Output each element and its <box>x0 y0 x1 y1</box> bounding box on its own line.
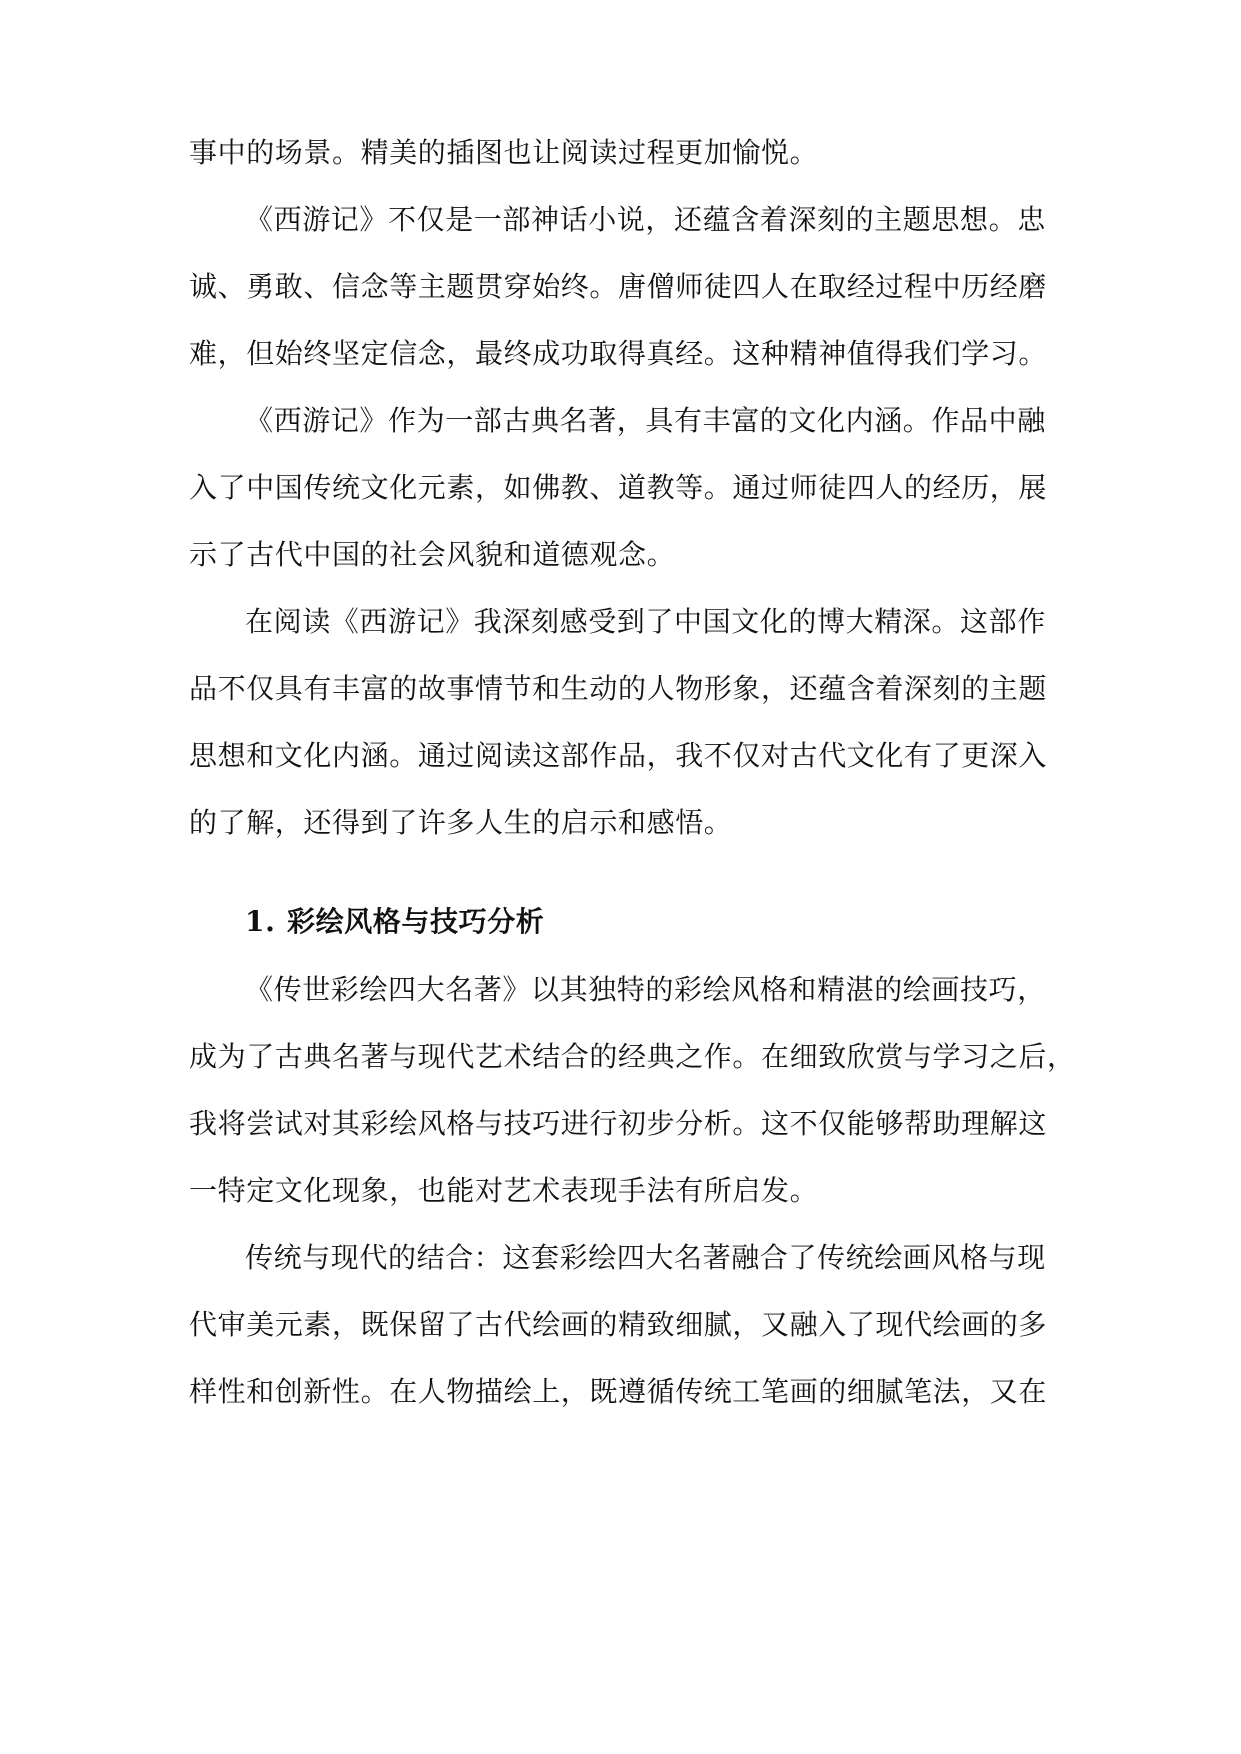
section-heading <box>245 902 544 942</box>
paragraph-line: 诚、勇敢、信念等主题贯穿始终。唐僧师徒四人在取经过程中历经磨 <box>189 270 1048 303</box>
paragraph-line: 示了古代中国的社会风貌和道德观念。 <box>189 538 676 571</box>
section-number: 1. <box>245 905 276 938</box>
paragraph-line: 代审美元素，既保留了古代绘画的精致细腻，又融入了现代绘画的多 <box>189 1308 1048 1341</box>
paragraph-line: 难，但始终坚定信念，最终成功取得真经。这种精神值得我们学习。 <box>189 337 1048 370</box>
paragraph-line: 我将尝试对其彩绘风格与技巧进行初步分析。这不仅能够帮助理解这 <box>189 1107 1048 1140</box>
paragraph-line: 品不仅具有丰富的故事情节和生动的人物形象，还蕴含着深刻的主题 <box>189 672 1048 705</box>
paragraph-line: 《西游记》作为一部古典名著，具有丰富的文化内涵。作品中融 <box>245 404 1046 437</box>
paragraph-line: 入了中国传统文化元素，如佛教、道教等。通过师徒四人的经历，展 <box>189 471 1048 504</box>
section-title: 彩绘风格与技巧分析 <box>287 905 545 938</box>
paragraph-line: 成为了古典名著与现代艺术结合的经典之作。在细致欣赏与学习之后， <box>189 1040 1076 1073</box>
paragraph-line: 事中的场景。精美的插图也让阅读过程更加愉悦。 <box>189 136 819 169</box>
paragraph-line: 传统与现代的结合：这套彩绘四大名著融合了传统绘画风格与现 <box>245 1241 1046 1274</box>
paragraph-line: 《传世彩绘四大名著》以其独特的彩绘风格和精湛的绘画技巧， <box>245 973 1046 1006</box>
paragraph-line: 一特定文化现象，也能对艺术表现手法有所启发。 <box>189 1174 819 1207</box>
paragraph-line: 《西游记》不仅是一部神话小说，还蕴含着深刻的主题思想。忠 <box>245 203 1046 236</box>
paragraph-line: 在阅读《西游记》我深刻感受到了中国文化的博大精深。这部作 <box>245 605 1046 638</box>
paragraph-line: 样性和创新性。在人物描绘上，既遵循传统工笔画的细腻笔法，又在 <box>189 1375 1048 1408</box>
paragraph-line: 思想和文化内涵。通过阅读这部作品，我不仅对古代文化有了更深入 <box>189 739 1048 772</box>
paragraph-line: 的了解，还得到了许多人生的启示和感悟。 <box>189 806 733 839</box>
